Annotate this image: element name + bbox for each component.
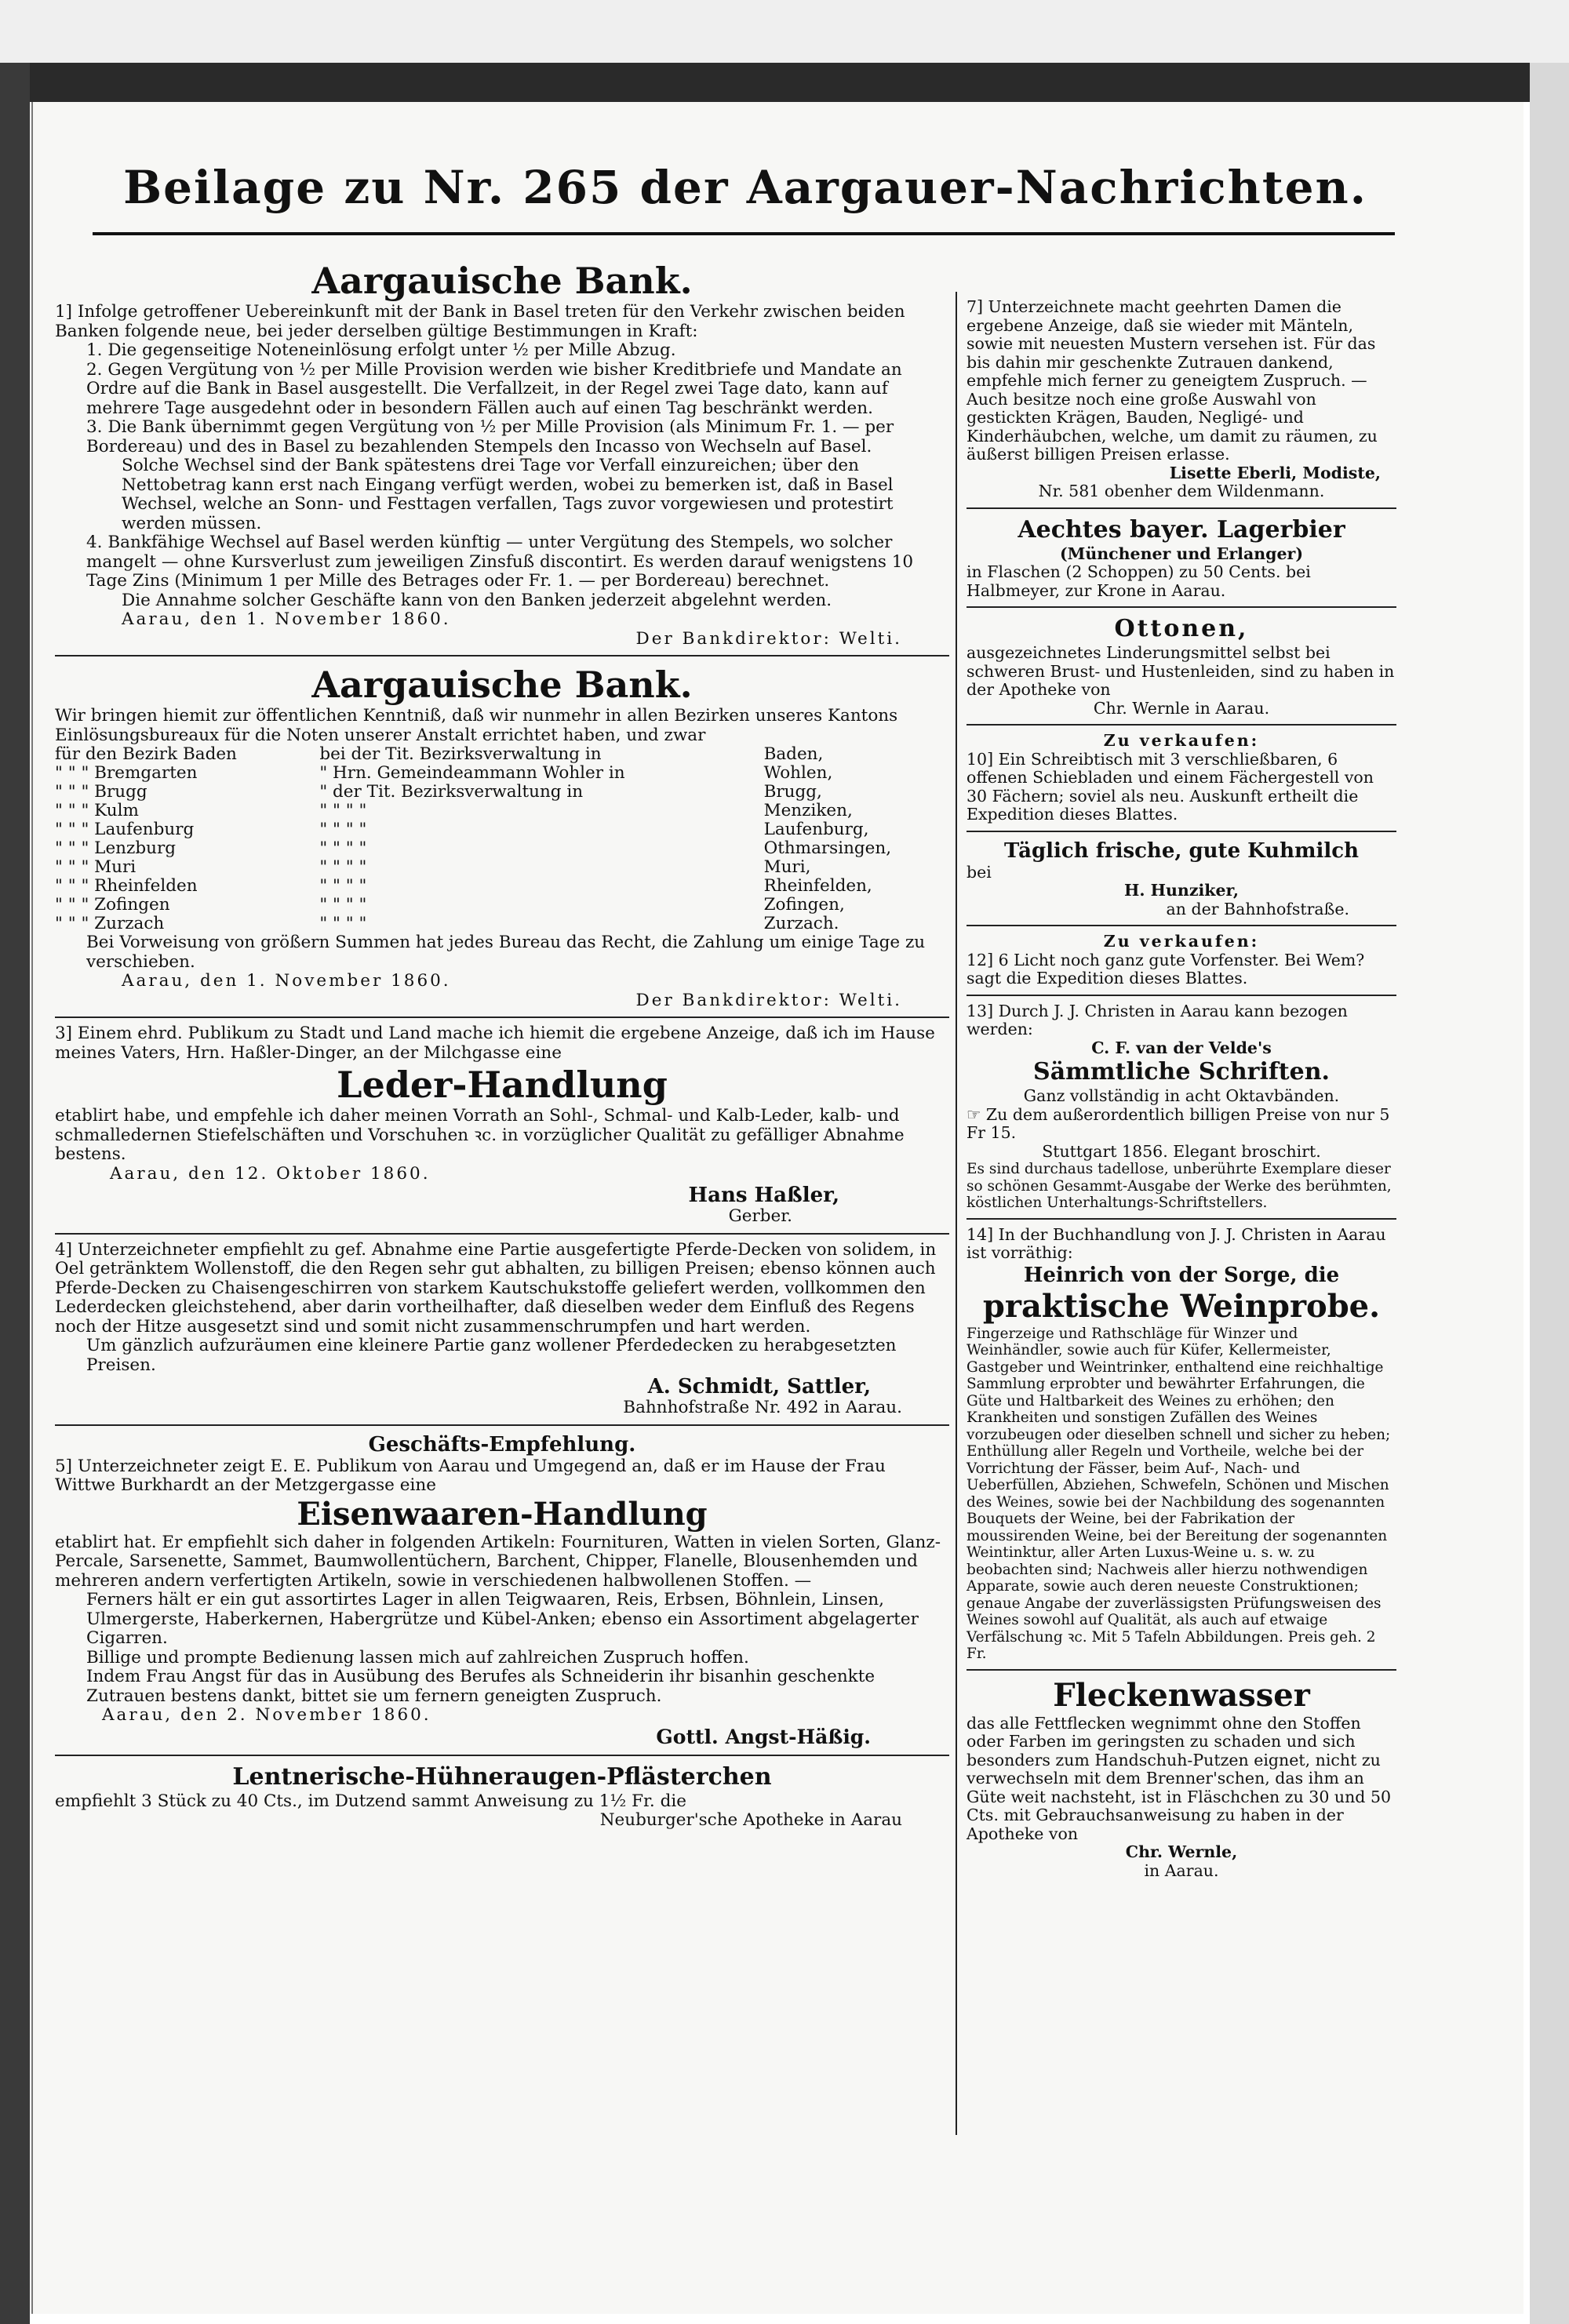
ad-intro: 5] Unterzeichneter zeigt E. E. Publikum von Aarau und Umgegend an, daß er im Hause der Frau Wittwe Burkhardt an der Metzgergasse eine [55, 1456, 886, 1495]
table-row [55, 877, 949, 896]
ad-body: Indem Frau Angst für das in Ausübung des Berufes als Schneiderin ihr bisanhin geschenkte Zutrauen bestens dankt, bittet sie um fernern geneigten Zuspruch. [86, 1667, 876, 1706]
divider [967, 995, 1396, 996]
table-cell: " " " Muri [55, 857, 137, 877]
table-cell: " Hrn. Gemeindeammann Wohler in [319, 763, 625, 783]
ad-address: Nr. 581 obenher dem Wildenmann. [1038, 482, 1325, 500]
table-cell: Rheinfelden, [763, 876, 872, 896]
ad-prefix: bei [967, 862, 992, 882]
ad-bank-2 [55, 663, 949, 1010]
divider [55, 1755, 949, 1756]
ad-bank-1 [55, 259, 949, 649]
divider [967, 831, 1396, 832]
masthead-rule [93, 232, 1395, 235]
ad-title: praktische Weinprobe. [982, 1287, 1381, 1325]
table-cell: " " " " [319, 857, 367, 877]
ad-intro: 14] In der Buchhandlung von J. J. Christen in Aarau ist vorräthig: [967, 1224, 1386, 1262]
table-cell: " " " Zofingen [55, 895, 170, 915]
divider [967, 606, 1396, 608]
list-item: 1. Die gegenseitige Noteneinlösung erfolgt unter ½ per Mille Abzug. [86, 340, 676, 360]
ad-heading: Geschäfts-Empfehlung. [368, 1432, 636, 1457]
ad-eisenwaaren [55, 1432, 949, 1748]
masthead: Beilage zu Nr. 265 der Aargauer-Nachrichten. [123, 161, 1367, 214]
ad-body: das alle Fettflecken wegnimmt ohne den Stoffen oder Farben im geringsten zu schaden und sich besonders zum Handschuh-Putzen eignet, nicht zu verwechseln mit dem Brenner'schen, das ihm an Güte weit nachsteht, ist in Fläschchen zu 30 und 50 Cts. mit Gebrauchsanweisung zu haben in der Apotheke von [967, 1713, 1392, 1843]
ad-intro: 1] Infolge getroffener Uebereinkunft mit der Bank in Basel treten für den Verkehr zwischen beiden Banken folgende neue, bei jeder derselben gültige Bestimmungen in Kraft: [55, 302, 905, 341]
ad-signature: Der Bankdirektor: Welti. [635, 990, 902, 1010]
ad-body: 4] Unterzeichneter empfiehlt zu gef. Abnahme eine Partie ausgefertigte Pferde-Decken von solidem, in Oel getränktem Wollenstoff, die den Regen sehr gut abhalten, zu billigen Preisen; ebenso können auch Pferde-Decken zu Chaisengeschirren von starkem Kautschukstoffe geliefert werden, vollkommen den Lederdecken gleichstehend, aber darin vortheilhafter, daß dieselben weder dem Einfluß des Regens noch der Hitze ausgesetzt sind und somit nicht zusammenschrumpfen und hart werden. [55, 1239, 937, 1337]
ad-body: empfiehlt 3 Stück zu 40 Cts., im Dutzend sammt Anweisung zu 1½ Fr. die [55, 1791, 686, 1811]
ad-body: etablirt habe, und empfehle ich daher meinen Vorrath an Sohl-, Schmal- und Kalb-Leder, kalb- und schmalledernen Stiefelschäften und Vorschuhen ꝛc. in vorzüglicher Qualität zu gefälliger Abnahme bestens. [55, 1106, 905, 1164]
ad-title: Fleckenwasser [1053, 1676, 1310, 1714]
left-column [55, 259, 949, 1831]
ad-title: Sämmtliche Schriften. [1033, 1058, 1330, 1086]
table-row [55, 802, 949, 820]
ad-date: Aarau, den 1. November 1860. [122, 609, 451, 629]
ad-title: Eisenwaaren-Handlung [297, 1495, 708, 1533]
table-cell: " " " Kulm [55, 801, 139, 820]
ad-body: in Flaschen (2 Schoppen) zu 50 Cents. bei Halbmeyer, zur Krone in Aarau. [967, 562, 1311, 600]
ad-title: Lentnerische-Hühneraugen-Pflästerchen [232, 1762, 772, 1791]
table-cell: " der Tit. Bezirksverwaltung in [319, 782, 584, 802]
ad-source: Chr. Wernle in Aarau. [1093, 698, 1270, 718]
ad-body: Um gänzlich aufzuräumen eine kleinere Partie ganz wollener Pferdedecken zu herabgesetzten Preisen. [86, 1336, 897, 1375]
table-cell: bei der Tit. Bezirksverwaltung in [319, 744, 602, 764]
right-column [967, 298, 1396, 1880]
list-item: 3. Die Bank übernimmt gegen Vergütung von ½ per Mille Provision (als Minimum Fr. 1. — per Bordereau) und des in Basel zu bezahlenden Stempels den Incasso von Wechseln auf Basel. [86, 417, 894, 456]
ad-title: Aargauische Bank. [311, 664, 693, 706]
divider [967, 724, 1396, 726]
divider [967, 507, 1396, 509]
list-item: Solche Wechsel sind der Bank spätestens drei Tage vor Verfall einzureichen; über den Nettobetrag kann erst nach Eingang verfügt werden, wobei zu bemerken ist, daß in Basel Wechsel, welche an Sonn- und Festtagen verfallen, Tags zuvor vorgewiesen und protestirt werden müssen. [122, 456, 894, 533]
ad-intro: 3] Einem ehrd. Publikum zu Stadt und Land mache ich hiemit die ergebene Anzeige, daß ich im Hause meines Vaters, Hrn. Haßler-Dinger, an der Milchgasse eine [55, 1024, 935, 1063]
ad-heading: Zu verkaufen: [1103, 932, 1260, 951]
ad-body: 7] Unterzeichnete macht geehrten Damen die ergebene Anzeige, daß sie wieder mit Mänteln, sowie mit neuesten Mustern versehen ist. Für das bis dahin mir geschenkte Zutrauen dankend, empfehle mich ferner zu geneigtem Zuspruch. — Auch besitze noch eine große Auswahl von gestickten Krägen, Bauden, Negligé- und Kinderhäubchen, welche, um damit zu räumen, zu äußerst billigen Preisen erlasse. [967, 297, 1378, 464]
table-cell: " " " Laufenburg [55, 820, 195, 839]
table-cell: Laufenburg, [763, 820, 869, 839]
table-cell: Muri, [763, 857, 811, 877]
ad-body: etablirt hat. Er empfiehlt sich daher in folgenden Artikeln: Fournituren, Watten in vielen Sorten, Glanz-Percale, Sarsenette, Sammet, Baumwollentüchern, Barchent, Chipper, Flanelle, Blousenhemden und mehreren andern verfertigten Artikeln, sowie in verschiedenen halbwollenen Stoffen. — [55, 1532, 941, 1591]
list-item: 2. Gegen Vergütung von ½ per Mille Provision werden wie bisher Kreditbriefe und Mandate an Ordre auf die Bank in Basel ausgestellt. Die Verfallzeit, in der Regel zwei Tage dato, kann auf mehrere Tage ausgedehnt oder in besondern Fällen auch auf einen Tag beschränkt werden. [86, 359, 902, 418]
ad-price: ☞ Zu dem außerordentlich billigen Preise von nur 5 Fr 15. [967, 1104, 1390, 1142]
table-cell: " " " Rheinfelden [55, 876, 198, 896]
divider [55, 655, 949, 656]
ad-schreibtisch [967, 732, 1396, 824]
ad-leder [55, 1024, 949, 1227]
ad-author: Heinrich von der Sorge, die [1023, 1263, 1340, 1287]
ad-pferdedecken [55, 1241, 949, 1418]
table-cell: für den Bezirk Baden [55, 744, 237, 764]
table-row [55, 820, 949, 839]
table-cell: Menziken, [763, 801, 853, 820]
table-cell: " " " Brugg [55, 782, 147, 802]
ad-intro: Wir bringen hiemit zur öffentlichen Kenntniß, daß wir nunmehr in allen Bezirken unseres Kantons Einlösungsbureaux für die Noten unserer Anstalt errichtet haben, und zwar [55, 706, 898, 745]
table-cell: " " " " [319, 820, 367, 839]
scan-border-top [0, 63, 1569, 102]
table-row [55, 896, 949, 915]
table-row [55, 764, 949, 783]
table-cell: " " " Bremgarten [55, 763, 198, 783]
ad-body: 12] 6 Licht noch ganz gute Vorfenster. Bei Wem? sagt die Expedition dieses Blattes. [967, 950, 1365, 987]
ad-title: Leder-Handlung [337, 1064, 668, 1106]
table-row [55, 858, 949, 877]
ad-name: A. Schmidt, Sattler, [647, 1375, 871, 1398]
ad-title: Aargauische Bank. [311, 260, 693, 302]
ad-note: Es sind durchaus tadellose, unberührte Exemplare dieser so schönen Gesammt-Ausgabe der Werke des berühmten, köstlichen Unterhaltungs-Schriftstellers. [967, 1161, 1392, 1211]
ad-kuhmilch [967, 838, 1396, 919]
ad-subtitle: Ganz vollständig in acht Oktavbänden. [1023, 1086, 1340, 1105]
ad-fleckenwasser [967, 1677, 1396, 1881]
ad-subtitle: (Münchener und Erlanger) [1059, 544, 1304, 563]
ad-modiste [967, 298, 1396, 501]
ad-role: Gerber. [728, 1206, 792, 1226]
ad-address: Bahnhofstraße Nr. 492 in Aarau. [623, 1398, 902, 1417]
ad-name: Chr. Wernle, [1125, 1842, 1238, 1861]
list-item: 4. Bankfähige Wechsel auf Basel werden künftig — unter Vergütung des Stempels, wo solcher mangelt — ohne Kursverlust zum jeweiligen Zinsfuß discontirt. Es werden darauf wenigstens 10 Tage Zins (Minimum 1 per Mille des Betrages oder Fr. 1. — per Bordereau) berechnet. [86, 533, 914, 591]
ad-place: Stuttgart 1856. Elegant broschirt. [1042, 1141, 1321, 1161]
ad-name: Lisette Eberli, Modiste, [1169, 463, 1381, 482]
ad-author: C. F. van der Velde's [1091, 1038, 1272, 1057]
ad-lagerbier [967, 515, 1396, 601]
ad-body: Fingerzeige und Rathschläge für Winzer und Weinhändler, sowie auch für Küfer, Kellermeister, Gastgeber und Weintrinker, enthaltend eine reichhaltige Sammlung erprobter und bewährter Erfahrungen, die Güte und Haltbarkeit des Weines zu erhöhen; den Krankheiten und sonstigen Zufällen des Weines vorzubeugen oder dieselben schnell und sicher zu heben; Enthüllung aller Regeln und Vortheile, welche bei der Vorrichtung der Fässer, beim Auf-, Nach- und Ueberfüllen, Abziehen, Schwefeln, Schönen und Mischen des Weines, sowie bei der Nachbildung des sogenannten Bouquets der Weine, bei der Fabrikation der moussirenden Weine, bei der Bereitung der sogenannten Weintinktur, aller Arten Luxus-Weine u. s. w. zu beobachten sind; Nachweis aller hierzu nothwendigen Apparate, sowie auch deren neueste Construktionen; genaue Angabe der zuverlässigsten Prüfungsweisen des Weines sowohl auf Qualität, als auch auf etwaige Verfälschung ꝛc. Mit 5 Tafeln Abbildungen. Preis geh. 2 Fr. [967, 1325, 1391, 1662]
scan-border-right [1530, 63, 1569, 2324]
ad-pflaster [55, 1762, 949, 1831]
table-row [55, 745, 949, 764]
ad-van-der-velde [967, 1002, 1396, 1212]
ad-date: Aarau, den 1. November 1860. [122, 971, 451, 991]
table-cell: " " " " [319, 895, 367, 915]
ad-address: an der Bahnhofstraße. [1166, 899, 1349, 918]
table-cell: " " " " [319, 876, 367, 896]
table-cell: Zofingen, [763, 895, 845, 915]
ad-source: Neuburger'sche Apotheke in Aarau [599, 1810, 902, 1830]
table-row [55, 915, 949, 933]
ad-body: 10] Ein Schreibtisch mit 3 verschließbaren, 6 offenen Schiebladen und einem Fächergestell von 30 Fächern; soviel als neu. Auskunft ertheilt die Expedition dieses Blattes. [967, 749, 1374, 824]
ad-note: Bei Vorweisung von größern Summen hat jedes Bureau das Recht, die Zahlung um einige Tage zu verschieben. [86, 933, 926, 972]
ad-body: Billige und prompte Bedienung lassen mich auf zahlreichen Zuspruch hoffen. [86, 1647, 749, 1668]
ad-signature: Der Bankdirektor: Welti. [635, 628, 902, 649]
divider [967, 1669, 1396, 1671]
ad-body: Ferners hält er ein gut assortirtes Lager in allen Teigwaaren, Reis, Erbsen, Böhnlein, Linsen, Ulmergerste, Haberkernen, Habergrütze und Kübel-Anken; ebenso ein Assortiment abgelagerter Cigarren. [86, 1590, 919, 1648]
ad-ottonen [967, 614, 1396, 718]
table-cell: Brugg, [763, 782, 822, 802]
ad-name: H. Hunziker, [1124, 881, 1239, 900]
ad-name: Hans Haßler, [688, 1184, 839, 1207]
table-cell: " " " Zurzach [55, 914, 165, 933]
ad-vorfenster [967, 933, 1396, 988]
ad-heading: Zu verkaufen: [1103, 731, 1260, 750]
divider [967, 925, 1396, 926]
divider [55, 1017, 949, 1018]
ad-weinprobe [967, 1226, 1396, 1663]
ad-title: Ottonen, [1114, 615, 1249, 642]
table-row [55, 783, 949, 802]
list-item: Die Annahme solcher Geschäfte kann von den Banken jederzeit abgelehnt werden. [122, 590, 832, 610]
table-cell: " " " " [319, 838, 367, 858]
divider [55, 1233, 949, 1235]
table-row [55, 839, 949, 858]
divider [55, 1424, 949, 1426]
table-cell: " " " " [319, 801, 367, 820]
ad-name: Gottl. Angst-Häßig. [656, 1725, 871, 1748]
ad-title: Aechtes bayer. Lagerbier [1017, 515, 1345, 544]
table-cell: Zurzach. [763, 914, 839, 933]
top-margin [0, 0, 1569, 63]
ad-date: Aarau, den 12. Oktober 1860. [110, 1163, 431, 1184]
table-cell: " " " " [319, 914, 367, 933]
bureau-table [55, 745, 949, 933]
column-divider [956, 292, 957, 2135]
table-cell: Baden, [763, 744, 824, 764]
ad-body: ausgezeichnetes Linderungsmittel selbst bei schweren Brust- und Hustenleiden, sind zu haben in der Apotheke von [967, 643, 1395, 699]
scan-border-left [0, 63, 30, 2324]
divider [967, 1218, 1396, 1220]
table-cell: " " " Lenzburg [55, 838, 176, 858]
ad-intro: 13] Durch J. J. Christen in Aarau kann bezogen werden: [967, 1001, 1348, 1038]
ad-place: in Aarau. [1144, 1860, 1219, 1880]
table-cell: Othmarsingen, [763, 838, 892, 858]
ad-date: Aarau, den 2. November 1860. [102, 1705, 431, 1725]
ad-title: Täglich frische, gute Kuhmilch [1004, 838, 1359, 863]
table-cell: Wohlen, [763, 763, 833, 783]
